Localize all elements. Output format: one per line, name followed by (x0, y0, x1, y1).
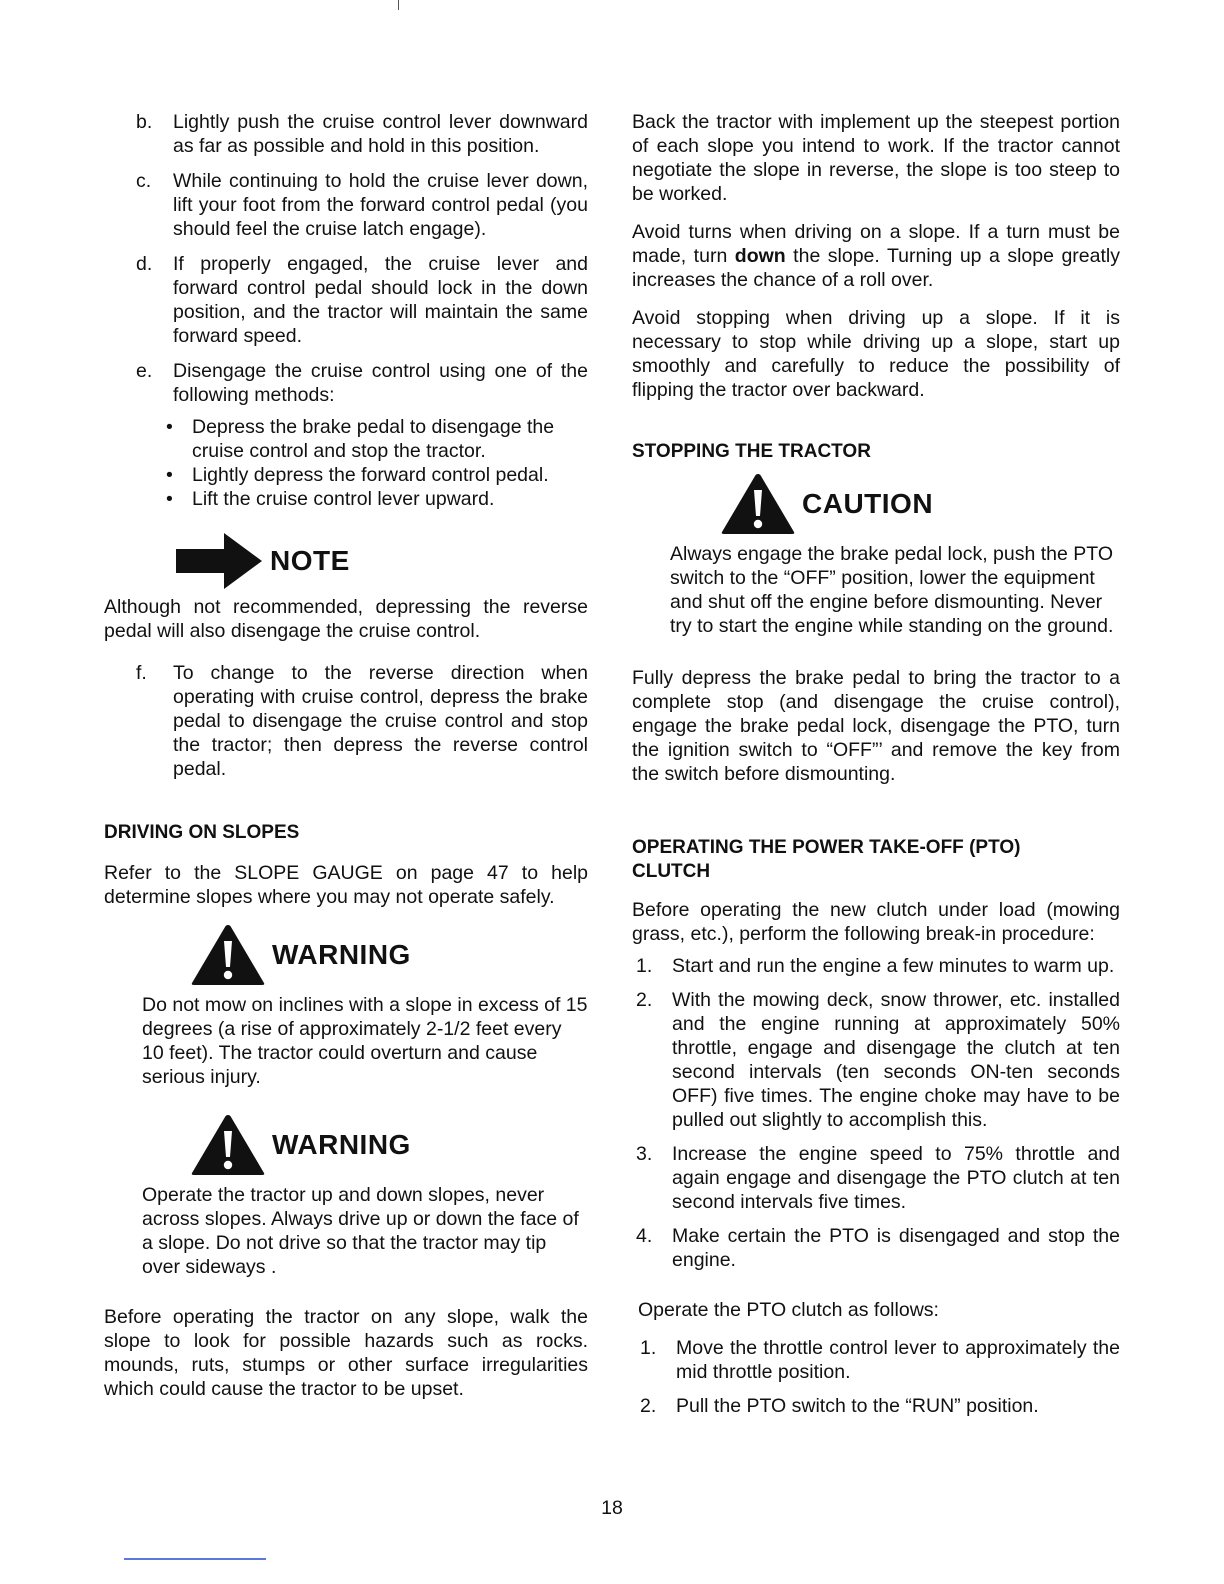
step-marker: d. (136, 253, 153, 275)
step-e (104, 359, 588, 407)
scan-mark (398, 0, 399, 10)
note-text: Although not recommended, depressing the reverse pedal will also disengage the cruise control. (104, 596, 588, 642)
avoid-stopping-text: Avoid stopping when driving up a slope. If it is necessary to stop while driving up a slope, start up smoothly and carefully to reduce the possibility of flipping the tractor over backward. (632, 307, 1120, 401)
breakin-step-3: 3. Increase the engine speed to 75% throttle and again engage and disengage the PTO clutch at ten second intervals five times. (636, 1143, 1120, 1213)
step-d (104, 252, 588, 348)
pto-intro: Before operating the new clutch under load (mowing grass, etc.), perform the following break-in procedure: (632, 899, 1120, 945)
step-marker: b. (136, 111, 153, 133)
list-item: • Depress the brake pedal to disengage the cruise control and stop the tractor. (166, 416, 555, 462)
warning-2-header (190, 1113, 588, 1177)
bullet-icon: • (166, 488, 173, 510)
note-title: NOTE (270, 545, 350, 576)
bullet-icon: • (166, 416, 173, 438)
list-item: • Lift the cruise control lever upward. (166, 488, 495, 510)
step-text: Lightly push the cruise control lever downward as far as possible and hold in this position. (173, 111, 588, 157)
caution-title: CAUTION (802, 488, 934, 519)
arrow-right-icon (176, 533, 262, 589)
caution-triangle-icon (720, 472, 796, 536)
operate-step-2: 2. Pull the PTO switch to the “RUN” position. (640, 1395, 1039, 1417)
breakin-step-2: 2. With the mowing deck, snow thrower, etc. installed and the engine running at approximately 50% throttle, engage and disengage the clutch at ten second intervals (ten seconds ON-ten seconds OFF) five times. The engine choke may have to be pulled out slightly to accomplish this. (636, 989, 1120, 1131)
caution-header (720, 472, 1120, 536)
note-header (176, 533, 588, 589)
breakin-step-1: 1. Start and run the engine a few minutes to warm up. (636, 955, 1115, 977)
step-text: Disengage the cruise control using one of the following methods: (173, 360, 588, 406)
warning-2-text: Operate the tractor up and down slopes, never across slopes. Always drive up or down the face of a slope. Do not drive so that the tractor may tip over sideways . (142, 1184, 579, 1278)
operate-intro: Operate the PTO clutch as follows: (638, 1299, 939, 1321)
step-text: While continuing to hold the cruise lever down, lift your foot from the forward control pedal (you should feel the cruise latch engage). (173, 170, 588, 240)
warning-1-text: Do not mow on inclines with a slope in excess of 15 degrees (a rise of approximately 2-1/2 feet every 10 feet). The tractor could overturn and cause serious injury. (142, 994, 588, 1088)
before-slope-text: Before operating the tractor on any slope, walk the slope to look for possible hazards such as rocks. mounds, ruts, stumps or other surface irregularities which could cause the tractor to be upset. (104, 1306, 588, 1400)
step-b (104, 110, 588, 158)
step-c (104, 169, 588, 241)
section-heading-slopes: DRIVING ON SLOPES (104, 822, 300, 843)
section-heading-stopping: STOPPING THE TRACTOR (632, 441, 871, 462)
step-text: If properly engaged, the cruise lever and forward control pedal should lock in the down position, and the tractor will maintain the same forward speed. (173, 253, 588, 347)
warning-triangle-icon (190, 923, 266, 987)
step-marker: c. (136, 170, 152, 192)
back-tractor-text: Back the tractor with implement up the steepest portion of each slope you intend to work. If the tractor cannot negotiate the slope in reverse, the slope is too steep to be worked. (632, 111, 1120, 205)
disengage-methods-list (164, 415, 588, 511)
step-text: To change to the reverse direction when operating with cruise control, depress the brake pedal to disengage the cruise control and stop the tractor; then depress the reverse control pedal. (173, 662, 588, 780)
avoid-turns-text: Avoid turns when driving on a slope. If a turn must be made, turn down the slope. Turning up a slope greatly increases the chance of a roll over. (632, 221, 1120, 291)
bullet-icon: • (166, 464, 173, 486)
right-column (632, 110, 1120, 1428)
step-marker: e. (136, 360, 153, 382)
slopes-intro: Refer to the SLOPE GAUGE on page 47 to help determine slopes where you may not operate safely. (104, 862, 588, 908)
breakin-step-4: 4. Make certain the PTO is disengaged and stop the engine. (636, 1225, 1120, 1271)
caution-text: Always engage the brake pedal lock, push the PTO switch to the “OFF” position, lower the equipment and shut off the engine before dismounting. Never try to start the engine while standing on the ground. (670, 543, 1114, 637)
operate-step-1: 1. Move the throttle control lever to approximately the mid throttle position. (640, 1337, 1120, 1383)
left-column (104, 110, 588, 1401)
warning-2-title: WARNING (272, 1129, 411, 1160)
warning-1-header (190, 923, 588, 987)
footer-line (124, 1558, 266, 1560)
page-number: 18 (601, 1497, 623, 1519)
fully-depress-text: Fully depress the brake pedal to bring the tractor to a complete stop (and disengage the cruise control), engage the brake pedal lock, disengage the PTO, turn the ignition switch to “OFF”’ and remove the key from the switch before dismounting. (632, 667, 1120, 785)
list-item: • Lightly depress the forward control pedal. (166, 464, 549, 486)
warning-triangle-icon (190, 1113, 266, 1177)
step-marker: f. (136, 662, 147, 684)
section-heading-pto: OPERATING THE POWER TAKE-OFF (PTO) CLUTCH (632, 837, 1021, 882)
step-f (104, 661, 588, 781)
warning-1-title: WARNING (272, 939, 411, 970)
